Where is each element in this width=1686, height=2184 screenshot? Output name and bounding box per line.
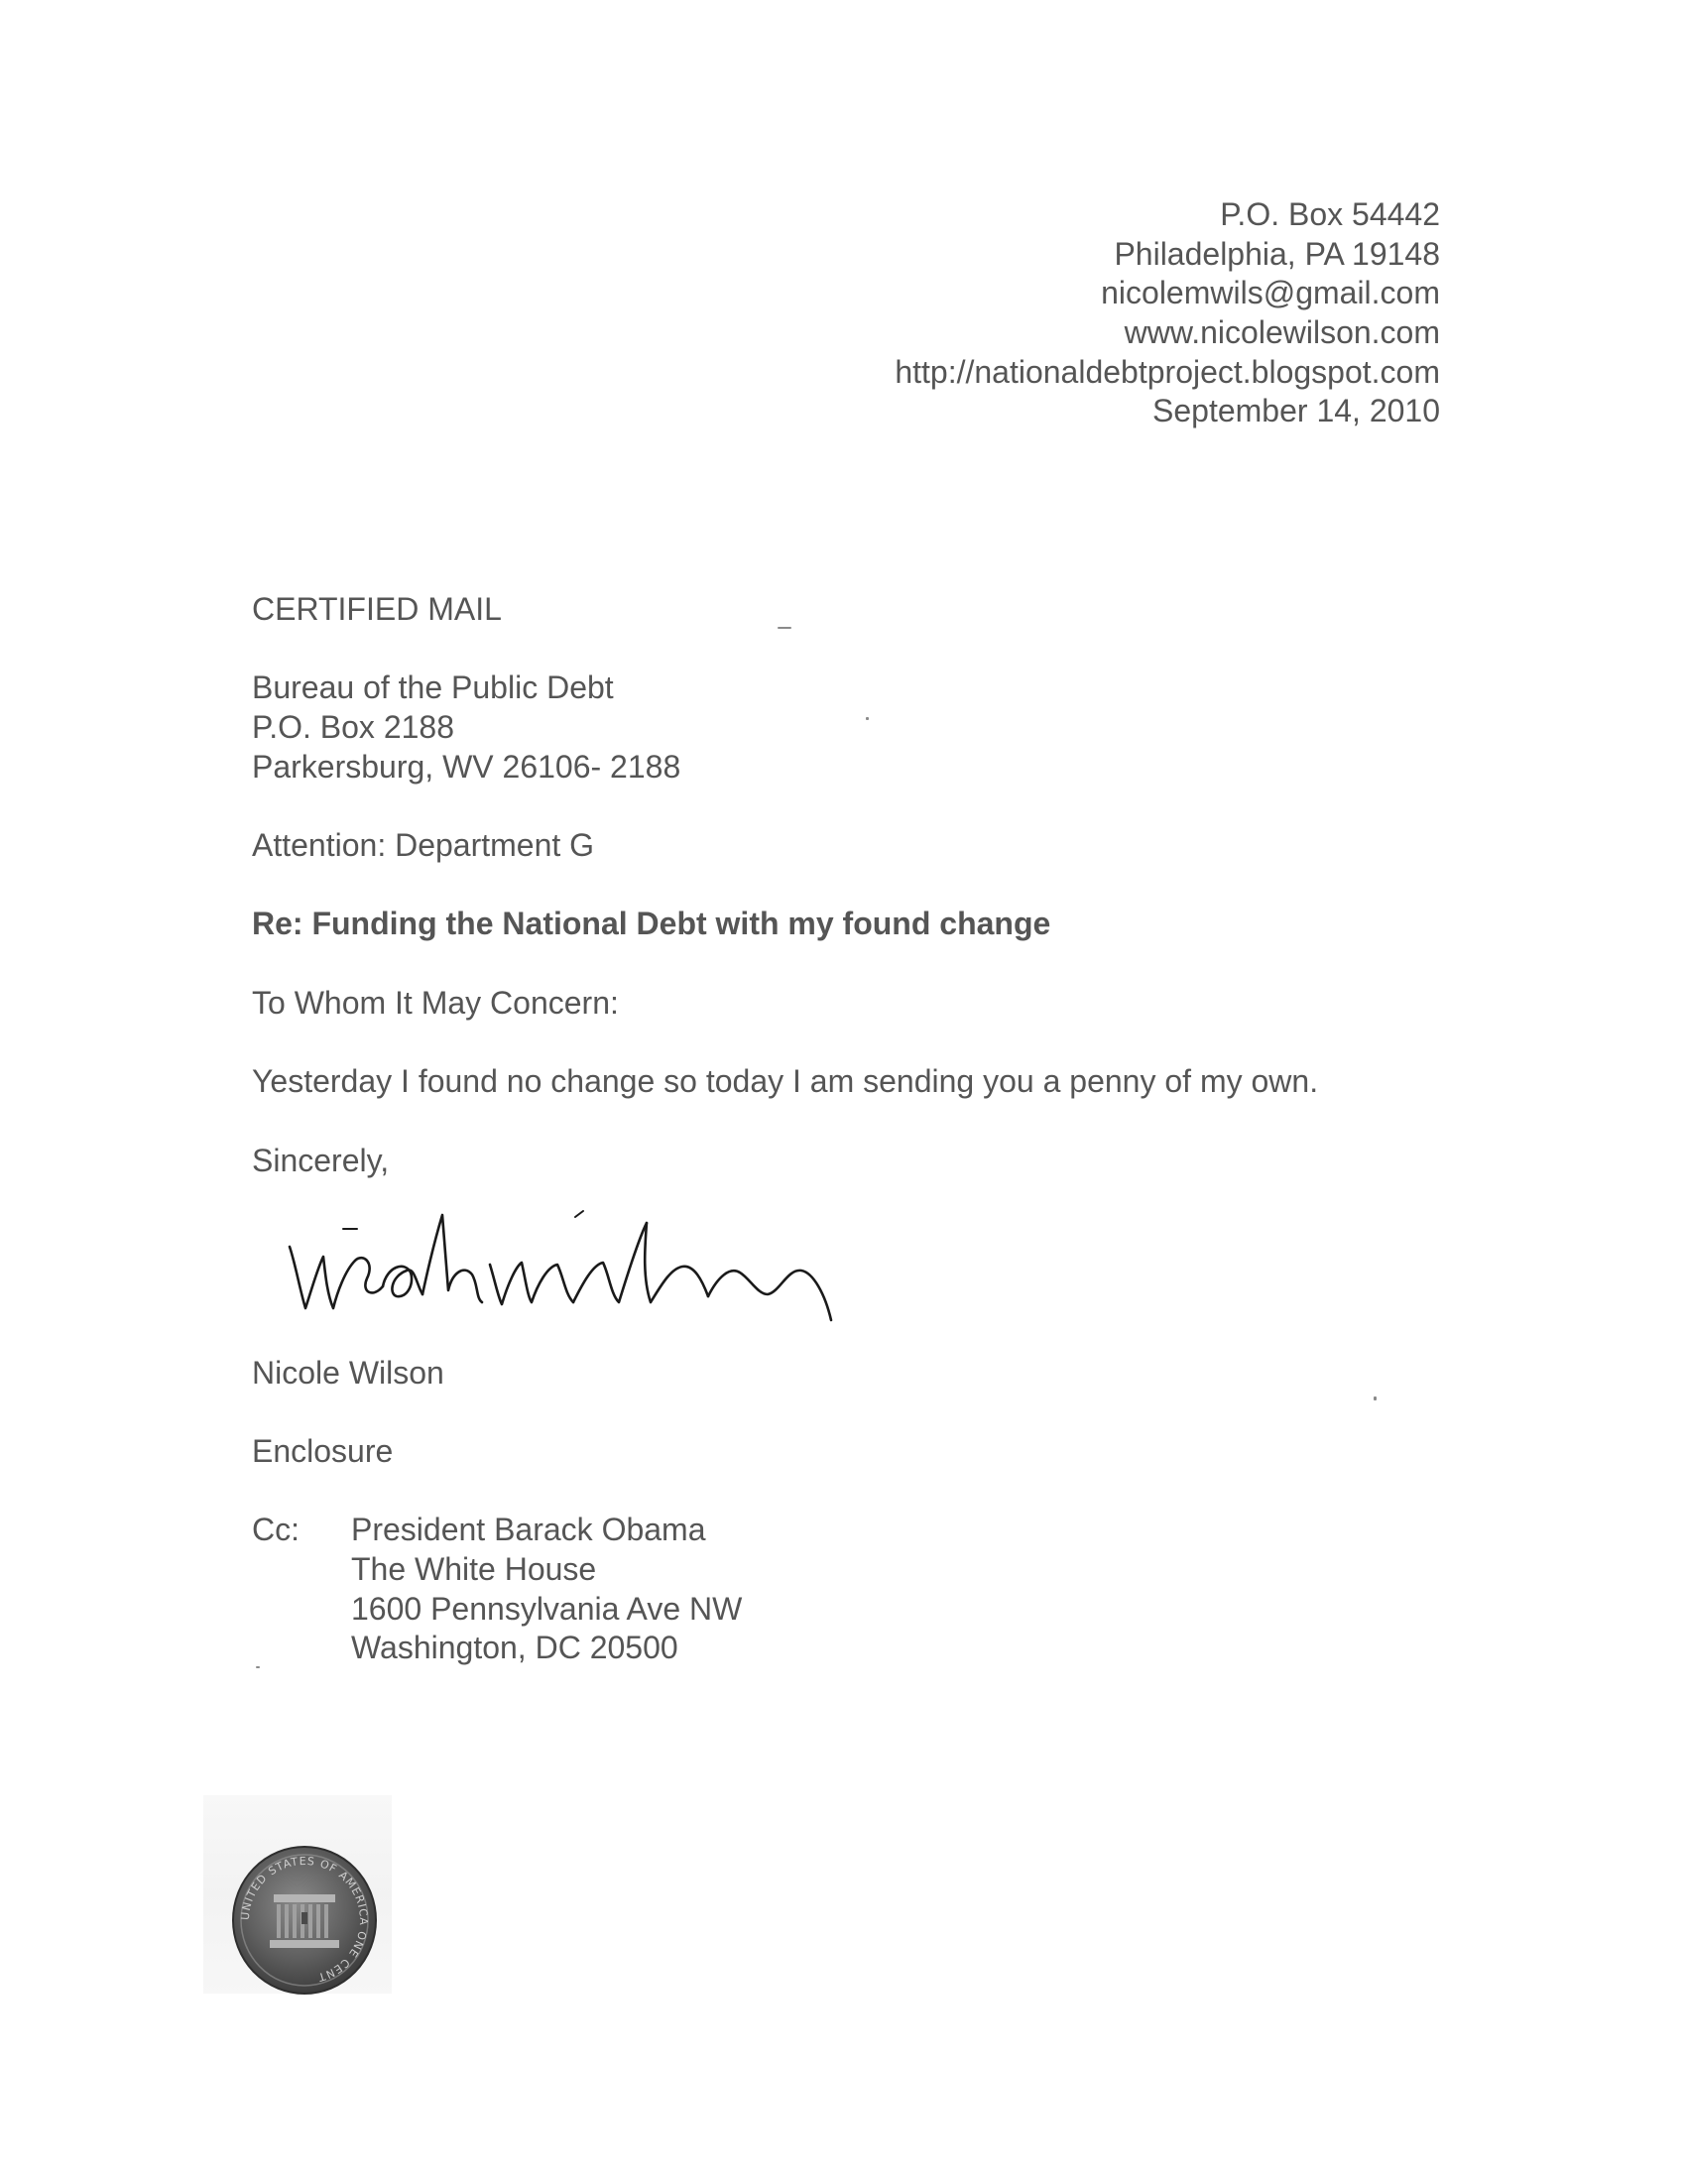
sender-email: nicolemwils@gmail.com <box>1101 275 1440 310</box>
cc-recipient-city: Washington, DC 20500 <box>351 1630 678 1665</box>
penny-inscription: UNITED STATES OF AMERICA ONE CENT <box>238 1854 371 1985</box>
letter-date: September 14, 2010 <box>1152 393 1440 428</box>
enclosure-note: Enclosure <box>252 1433 394 1469</box>
cc-recipient-name: President Barack Obama <box>351 1512 706 1547</box>
salutation: To Whom It May Concern: <box>252 985 619 1021</box>
closing: Sincerely, <box>252 1143 390 1178</box>
cc-label: Cc: <box>252 1512 300 1547</box>
subject-line: Re: Funding the National Debt with my found change <box>252 906 1051 941</box>
penny-image <box>230 1845 379 1996</box>
sender-po-box: P.O. Box 54442 <box>1220 196 1440 232</box>
signer-name: Nicole Wilson <box>252 1355 444 1391</box>
sender-blog: http://nationaldebtproject.blogspot.com <box>895 354 1440 390</box>
sender-city-state: Philadelphia, PA 19148 <box>1114 236 1440 272</box>
scan-speck <box>1374 1396 1377 1400</box>
scan-speck <box>778 627 791 629</box>
recipient-name: Bureau of the Public Debt <box>252 669 614 705</box>
scan-speck <box>866 717 869 720</box>
recipient-po-box: P.O. Box 2188 <box>252 709 454 745</box>
cc-recipient-street: 1600 Pennsylvania Ave NW <box>351 1591 743 1627</box>
scan-speck <box>256 1666 260 1668</box>
mail-type: CERTIFIED MAIL <box>252 591 502 627</box>
sender-website: www.nicolewilson.com <box>1124 314 1440 350</box>
cc-recipient-org: The White House <box>351 1551 597 1587</box>
body-paragraph: Yesterday I found no change so today I am sending you a penny of my own. <box>252 1063 1319 1099</box>
signature-image <box>278 1205 833 1334</box>
recipient-city-state: Parkersburg, WV 26106- 2188 <box>252 749 681 785</box>
attention-line: Attention: Department G <box>252 827 595 863</box>
